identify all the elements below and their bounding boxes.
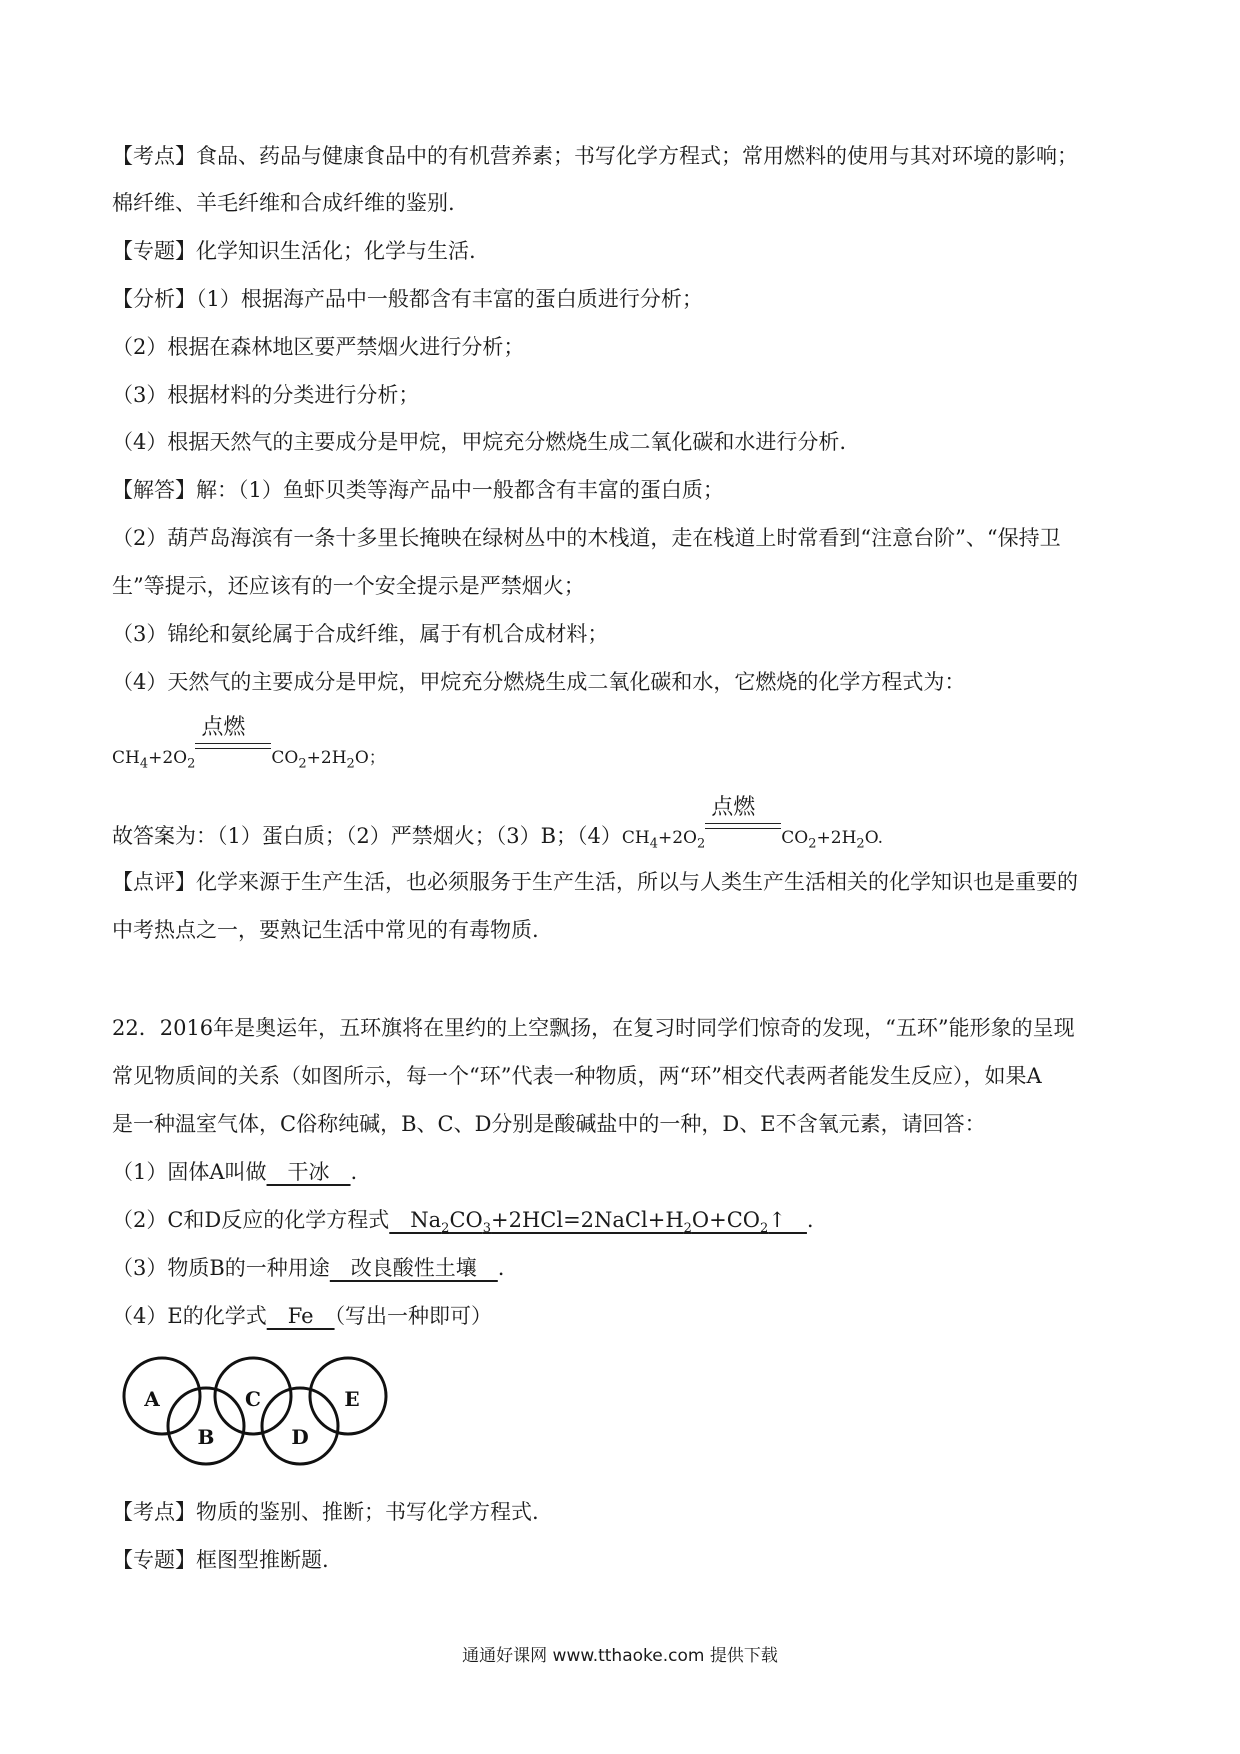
question-stem-3: 是一种温室气体，C俗称纯碱，B、C、D分别是酸碱盐中的一种，D、E不含氧元素，请回答： bbox=[112, 1112, 986, 1136]
answer-blank-3: 改良酸性土壤 bbox=[329, 1256, 498, 1280]
jieda-line-4: （3）锦纶和氨纶属于合成纤维，属于有机合成材料； bbox=[112, 622, 609, 646]
answer-blank-2: $Na_2CO_3+2HCl=2NaCl+H_2O+CO_2↑$ bbox=[389, 1208, 807, 1237]
ring-label-a: A bbox=[144, 1387, 160, 1411]
jieda-line-1: 【解答】解：（1）鱼虾贝类等海产品中一般都含有丰富的蛋白质； bbox=[112, 478, 724, 502]
dianping-line-2: 中考热点之一，要熟记生活中常见的有毒物质. bbox=[112, 918, 539, 942]
fenxi-line-3: （3）根据材料的分类进行分析； bbox=[112, 383, 420, 407]
kaodian-line-1: 【考点】食品、药品与健康食品中的有机营养素；书写化学方程式；常用燃料的使用与其对环境的影响； bbox=[112, 144, 1078, 168]
sub-question-1: （1）固体A叫做 干冰 . bbox=[112, 1160, 358, 1184]
sub-question-2: （2）C和D反应的化学方程式 $Na_2CO_3+2HCl=2NaCl+H_2O+CO_2↑$ . bbox=[112, 1208, 814, 1237]
fenxi-line-4: （4）根据天然气的主要成分是甲烷，甲烷充分燃烧生成二氧化碳和水进行分析. bbox=[112, 430, 847, 454]
kaodian-line-2: 棉纤维、羊毛纤维和合成纤维的鉴别. bbox=[112, 191, 455, 215]
ring-label-e: E bbox=[344, 1387, 360, 1411]
question-stem-1: 22．2016年是奥运年，五环旗将在里约的上空飘扬，在复习时同学们惊奇的发现，“五环”能形象的呈现 bbox=[112, 1016, 1075, 1040]
reaction-condition-2: 点燃 bbox=[705, 813, 781, 843]
sub-question-3: （3）物质B的一种用途 改良酸性土壤 . bbox=[112, 1256, 505, 1280]
jieda-line-2: （2）葫芦岛海滨有一条十多里长掩映在绿树丛中的木栈道，走在栈道上时常看到“注意台阶”、“保持卫 bbox=[112, 526, 1061, 550]
answer-blank-4: Fe bbox=[266, 1304, 335, 1328]
question-kaodian: 【考点】物质的鉴别、推断；书写化学方程式. bbox=[112, 1500, 539, 1524]
ring-label-b: B bbox=[197, 1425, 215, 1449]
zhuanti-line: 【专题】化学知识生活化；化学与生活. bbox=[112, 239, 476, 263]
answer-line: 故答案为：（1）蛋白质；（2）严禁烟火；（3）B；$(4)CH_4+2O_2$ 点燃 $CO_2+2H_2O$. bbox=[112, 795, 884, 852]
sub-question-4: （4）E的化学式 Fe （写出一种即可） bbox=[112, 1304, 493, 1328]
reaction-condition: 点燃 bbox=[195, 733, 271, 763]
fenxi-line-2: （2）根据在森林地区要严禁烟火进行分析； bbox=[112, 335, 525, 359]
olympic-rings-diagram bbox=[110, 1352, 400, 1468]
dianping-line-1: 【点评】化学来源于生产生活，也必须服务于生产生活，所以与人类生产生活相关的化学知识也是重要的 bbox=[112, 870, 1078, 894]
jieda-line-3: 生”等提示，还应该有的一个安全提示是严禁烟火； bbox=[112, 574, 585, 598]
question-stem-2: 常见物质间的关系（如图所示，每一个“环”代表一种物质，两“环”相交代表两者能发生反应），如果A bbox=[112, 1064, 1042, 1088]
ring-label-c: C bbox=[245, 1387, 261, 1411]
ring-label-d: D bbox=[291, 1425, 309, 1449]
question-zhuanti: 【专题】框图型推断题. bbox=[112, 1548, 329, 1572]
answer-blank-1: 干冰 bbox=[266, 1160, 351, 1184]
fenxi-line-1: 【分析】（1）根据海产品中一般都含有丰富的蛋白质进行分析； bbox=[112, 287, 703, 311]
jieda-line-5: （4）天然气的主要成分是甲烷，甲烷充分燃烧生成二氧化碳和水，它燃烧的化学方程式为： bbox=[112, 670, 966, 694]
page-footer: 通通好课网 www.tthaoke.com 提供下载 bbox=[462, 1646, 778, 1666]
ring-a bbox=[124, 1358, 200, 1434]
combustion-equation: $CH_4+2O_2$ 点燃 $CO_2+2H_2O$； bbox=[112, 715, 386, 772]
